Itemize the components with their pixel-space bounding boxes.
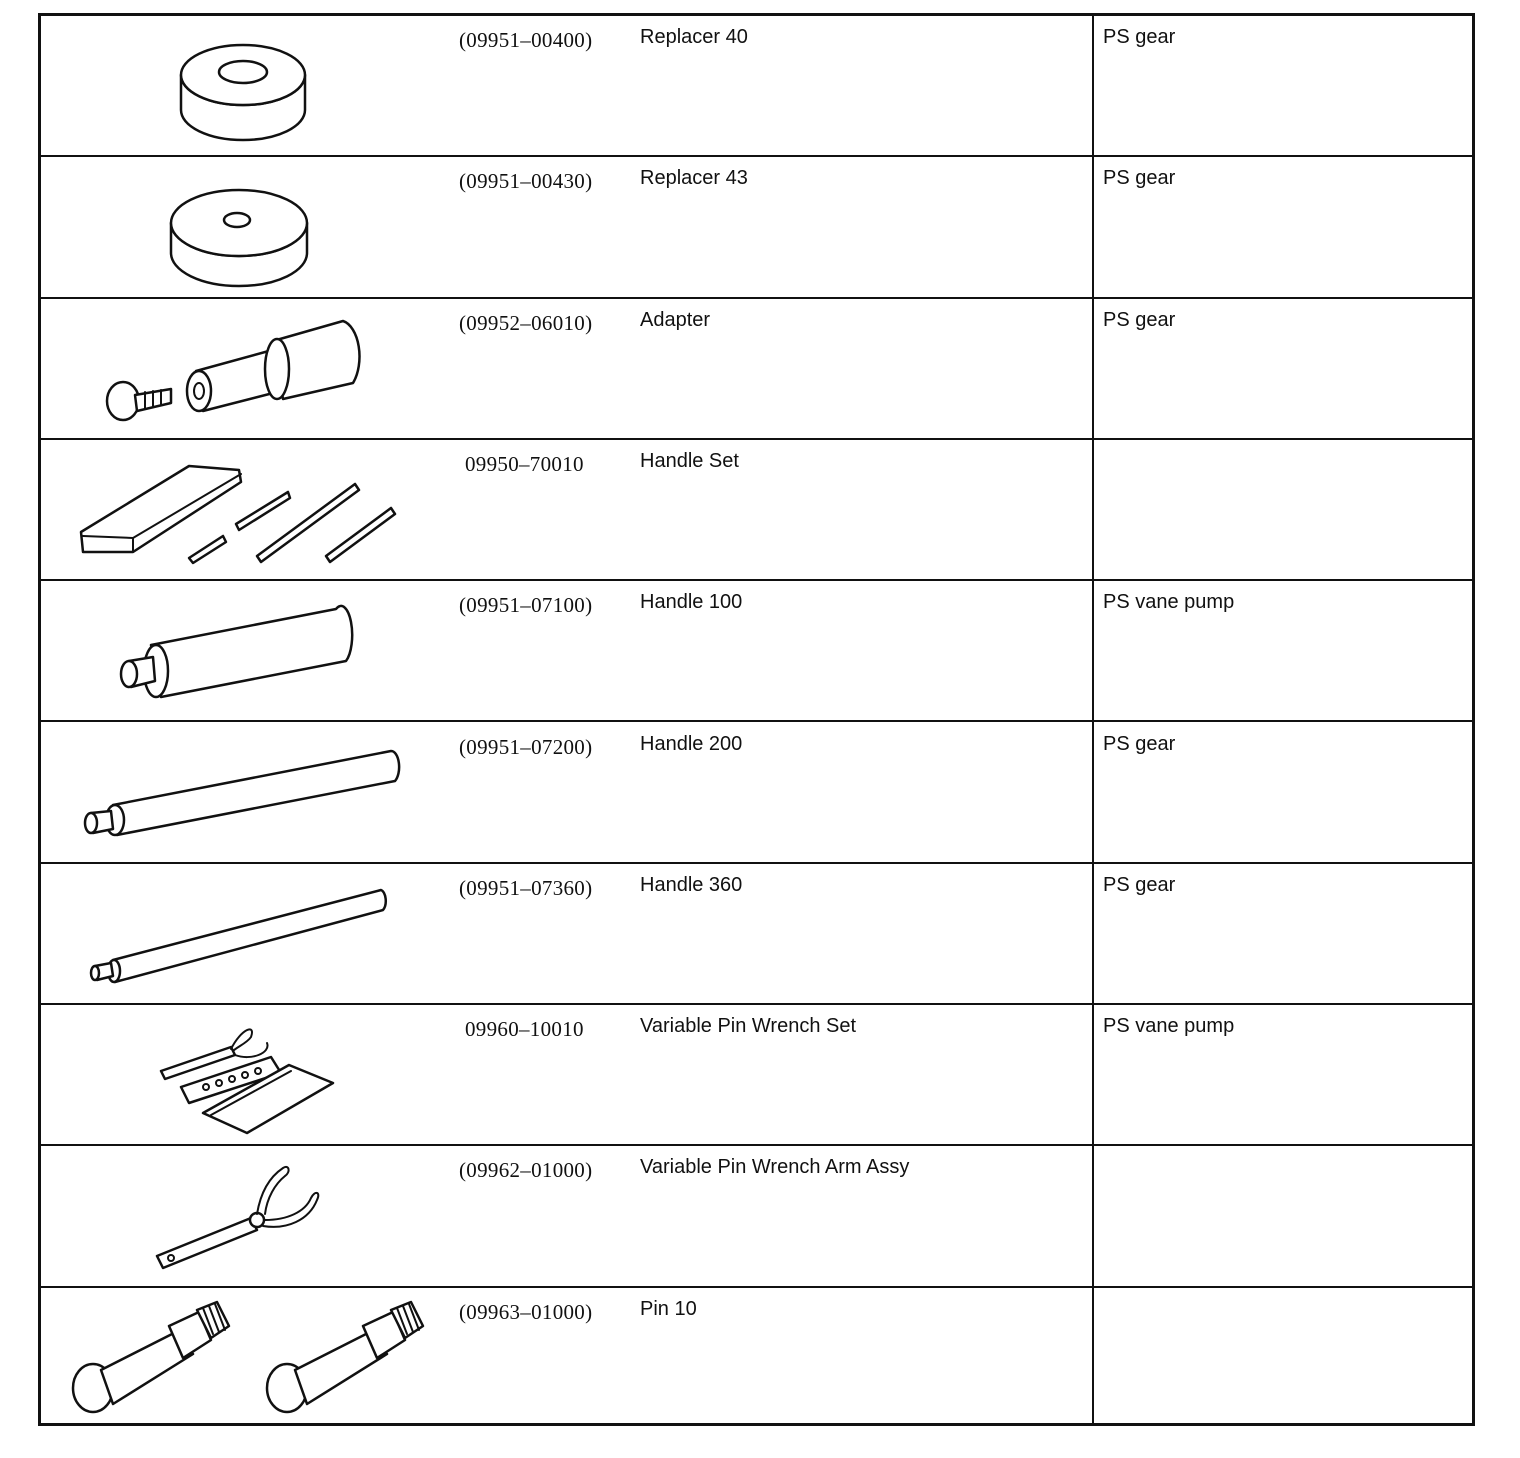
tool-usage: PS gear [1103, 873, 1176, 896]
tool-name: Variable Pin Wrench Arm Assy [640, 1156, 910, 1179]
handle-icon [61, 868, 451, 1000]
tool-usage: PS gear [1103, 308, 1176, 331]
tool-name: Adapter [640, 308, 711, 331]
part-number: (09951–07360) [459, 875, 593, 900]
tool-name: Pin 10 [640, 1297, 697, 1320]
part-number: 09960–10010 [465, 1017, 584, 1042]
table-row [41, 1005, 1472, 1146]
tool-name: Replacer 40 [640, 26, 748, 48]
tool-name: Variable Pin Wrench Set [640, 1015, 857, 1038]
pin-wrench-arm-icon [61, 1150, 451, 1282]
tool-name: Handle 200 [640, 732, 743, 755]
tool-usage: PS gear [1103, 732, 1176, 755]
table-row [41, 1146, 1472, 1287]
tool-usage: PS vane pump [1103, 1015, 1235, 1038]
part-number: 09950–70010 [465, 451, 584, 476]
tool-name: Handle 100 [640, 591, 743, 614]
table-row [41, 581, 1472, 722]
tool-table [38, 13, 1475, 1426]
tool-name: Handle 360 [640, 873, 743, 896]
table-row [41, 16, 1472, 157]
pin-icon [61, 1292, 451, 1424]
table-row [41, 440, 1472, 581]
replacer-ring-icon [61, 161, 451, 293]
table-row [41, 157, 1472, 298]
handle-set-icon [61, 444, 451, 576]
tool-usage: PS gear [1103, 26, 1176, 48]
part-number: (09962–01000) [459, 1158, 593, 1183]
part-number: (09951–00430) [459, 169, 593, 194]
table-row [41, 864, 1472, 1005]
pin-wrench-set-icon [61, 1009, 451, 1141]
handle-icon [61, 727, 451, 859]
tool-usage: PS vane pump [1103, 591, 1235, 614]
part-number: (09952–06010) [459, 310, 593, 335]
table-row [41, 723, 1472, 864]
part-number: (09963–01000) [459, 1299, 593, 1324]
replacer-ring-icon [61, 20, 451, 152]
table-row [41, 1288, 1472, 1429]
handle-icon [61, 585, 451, 717]
tool-name: Handle Set [640, 449, 739, 472]
tool-name: Replacer 43 [640, 167, 748, 190]
table-row [41, 299, 1472, 440]
part-number: (09951–00400) [459, 28, 593, 52]
part-number: (09951–07200) [459, 734, 593, 759]
part-number: (09951–07100) [459, 593, 593, 618]
tool-usage: PS gear [1103, 167, 1176, 190]
adapter-icon [61, 303, 451, 435]
